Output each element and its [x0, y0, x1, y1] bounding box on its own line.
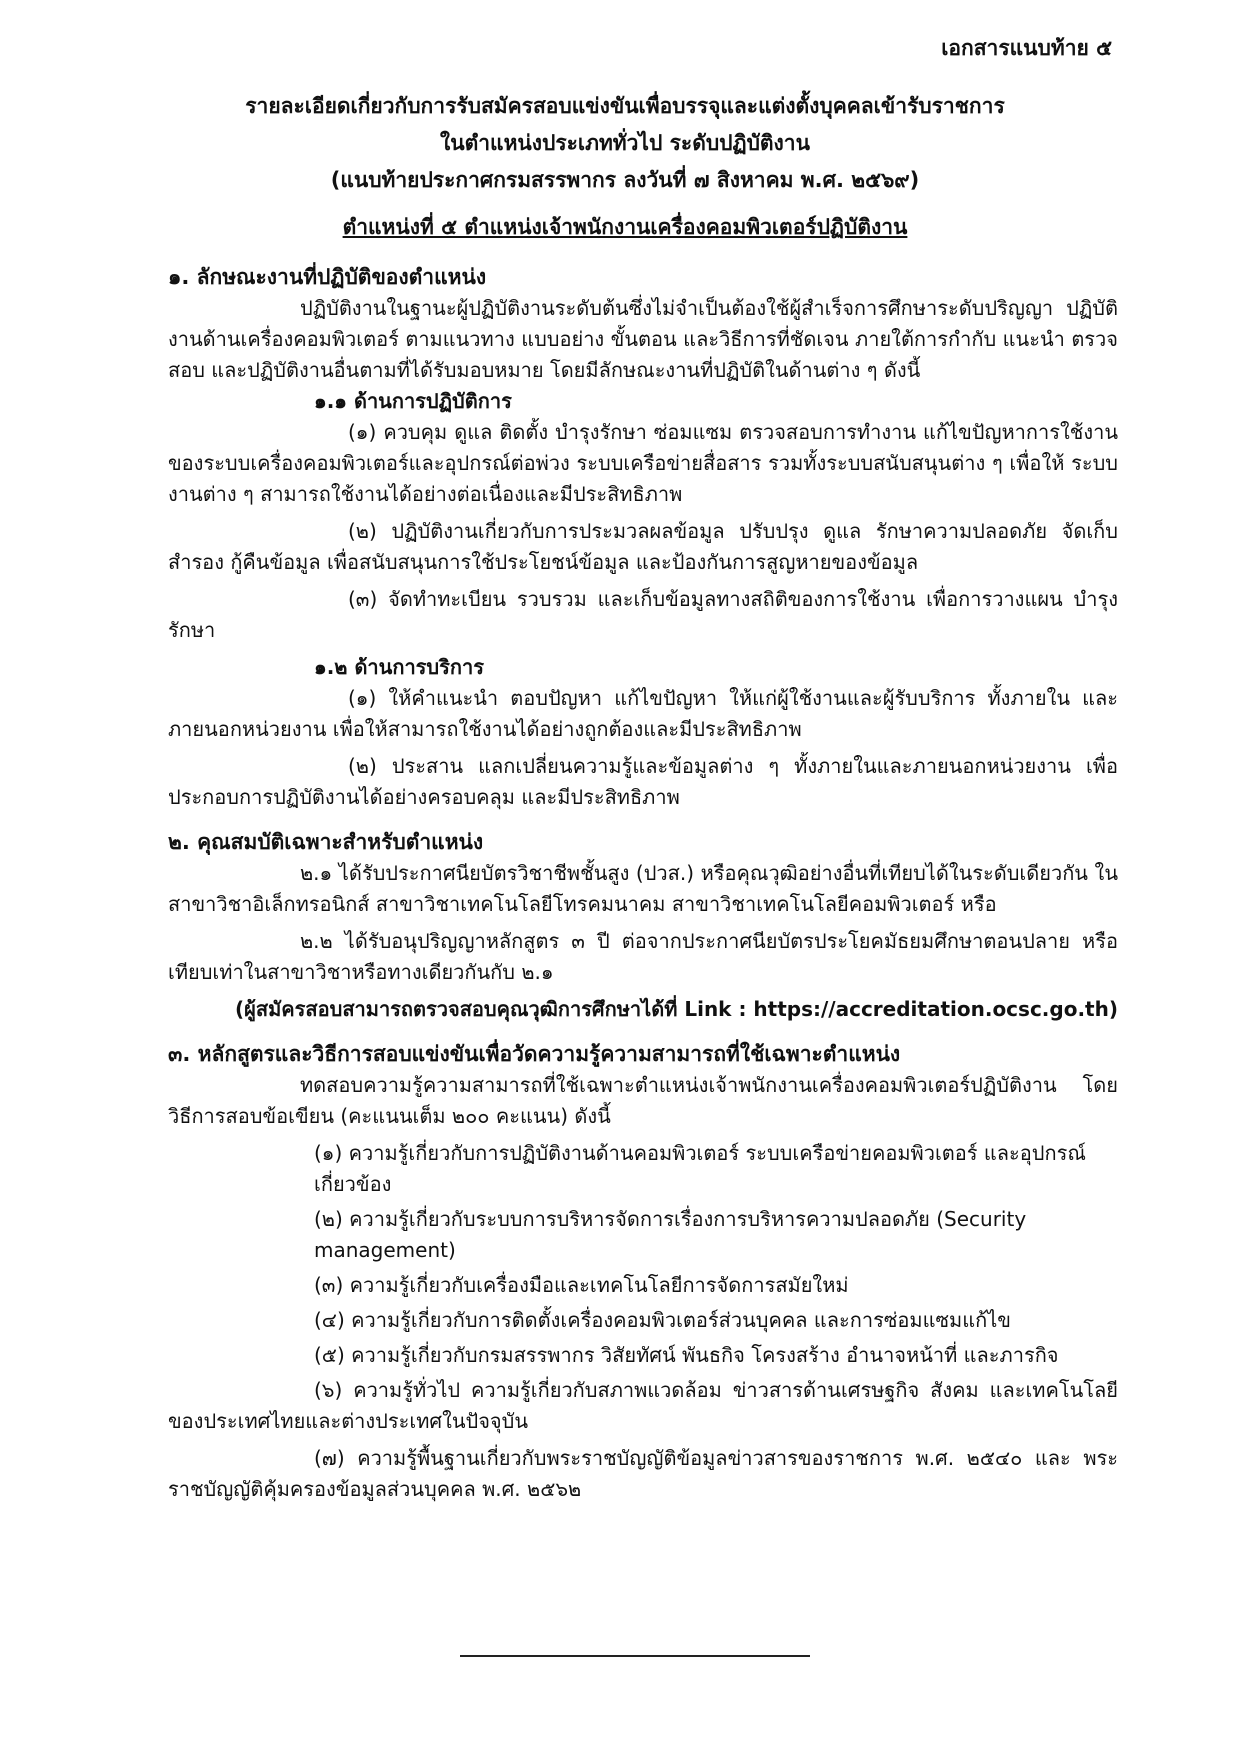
section-1-2-item-1: (๑) ให้คำแนะนำ ตอบปัญหา แก้ไขปัญหา ให้แก่ผู้ใช้งานและผู้รับบริการ ทั้งภายใน และภายนอกหน่วยงาน เพื่อให้สามารถใช้งานได้อย่างถูกต้องและมีประสิทธิภาพ	[168, 686, 1118, 741]
exam-topic-5: (๕) ความรู้เกี่ยวกับกรมสรรพากร วิสัยทัศน์ พันธกิจ โครงสร้าง อำนาจหน้าที่ และภารกิจ	[314, 1343, 1059, 1367]
exam-topic-3: (๓) ความรู้เกี่ยวกับเครื่องมือและเทคโนโลยีการจัดการสมัยใหม่	[314, 1273, 849, 1297]
section-1-1-item-2: (๒) ปฏิบัติงานเกี่ยวกับการประมวลผลข้อมูล ปรับปรุง ดูแล รักษาความปลอดภัย จัดเก็บ สำรอง กู้คืนข้อมูล เพื่อสนับสนุนการใช้ประโยชน์ข้อมูล และป้องกันการสูญหายของข้อมูล	[168, 519, 1118, 574]
exam-topic-1: (๑) ความรู้เกี่ยวกับการปฏิบัติงานด้านคอมพิวเตอร์ ระบบเครือข่ายคอมพิวเตอร์ และอุปกรณ์เกี่ยวข้อง	[314, 1141, 1086, 1196]
section-2-item-2: ๒.๒ ได้รับอนุปริญญาหลักสูตร ๓ ปี ต่อจากประกาศนียบัตรประโยคมัธยมศึกษาตอนปลาย หรือเทียบเท่าในสาขาวิชาหรือทางเดียวกันกับ ๒.๑	[168, 929, 1118, 984]
title-line-1: รายละเอียดเกี่ยวกับการรับสมัครสอบแข่งขันเพื่อบรรจุและแต่งตั้งบุคคลเข้ารับราชการ	[245, 94, 1005, 118]
position-title: ตำแหน่งที่ ๕ ตำแหน่งเจ้าพนักงานเครื่องคอมพิวเตอร์ปฏิบัติงาน	[342, 215, 908, 239]
exam-topic-6: (๖) ความรู้ทั่วไป ความรู้เกี่ยวกับสภาพแวดล้อม ข่าวสารด้านเศรษฐกิจ สังคม และเทคโนโลยี ของประเทศไทยและต่างประเทศในปัจจุบัน	[168, 1378, 1118, 1433]
section-1-2-heading: ๑.๒ ด้านการบริการ	[314, 655, 484, 679]
exam-topic-2: (๒) ความรู้เกี่ยวกับระบบการบริหารจัดการเรื่องการบริหารความปลอดภัย (Security management)	[314, 1207, 1027, 1262]
title-line-2: ในตำแหน่งประเภททั่วไป ระดับปฏิบัติงาน	[440, 131, 810, 155]
section-1-intro: ปฏิบัติงานในฐานะผู้ปฏิบัติงานระดับต้นซึ่งไม่จำเป็นต้องใช้ผู้สำเร็จการศึกษาระดับปริญญา ปฏิบัติงานด้านเครื่องคอมพิวเตอร์ ตามแนวทาง แบบอย่าง ขั้นตอน และวิธีการที่ชัดเจน ภายใต้การกำกับ แนะนำ ตรวจสอบ และปฏิบัติงานอื่นตามที่ได้รับมอบหมาย โดยมีลักษณะงานที่ปฏิบัติในด้านต่าง ๆ ดังนี้	[168, 296, 1118, 382]
section-3-intro: ทดสอบความรู้ความสามารถที่ใช้เฉพาะตำแหน่งเจ้าพนักงานเครื่องคอมพิวเตอร์ปฏิบัติงาน โดยวิธีการสอบข้อเขียน (คะแนนเต็ม ๒๐๐ คะแนน) ดังนี้	[168, 1073, 1118, 1128]
section-2-heading: ๒. คุณสมบัติเฉพาะสำหรับตำแหน่ง	[168, 830, 484, 854]
section-2-item-1: ๒.๑ ได้รับประกาศนียบัตรวิชาชีพชั้นสูง (ปวส.) หรือคุณวุฒิอย่างอื่นที่เทียบได้ในระดับเดียวกัน ในสาขาวิชาอิเล็กทรอนิกส์ สาขาวิชาเทคโนโลยีโทรคมนาคม สาขาวิชาเทคโนโลยีคอมพิวเตอร์ หรือ	[168, 861, 1118, 916]
document-title	[170, 88, 1080, 199]
document-body	[168, 262, 1118, 1505]
section-1-heading: ๑. ลักษณะงานที่ปฏิบัติของตำแหน่ง	[168, 265, 487, 289]
section-1-1-heading: ๑.๑ ด้านการปฏิบัติการ	[314, 389, 512, 413]
section-1-1-item-1: (๑) ควบคุม ดูแล ติดตั้ง บำรุงรักษา ซ่อมแซม ตรวจสอบการทำงาน แก้ไขปัญหาการใช้งาน ของระบบเครื่องคอมพิวเตอร์และอุปกรณ์ต่อพ่วง ระบบเครือข่ายสื่อสาร รวมทั้งระบบสนับสนุนต่าง ๆ เพื่อให้ ระบบงานต่าง ๆ สามารถใช้งานได้อย่างต่อเนื่องและมีประสิทธิภาพ	[168, 420, 1118, 506]
section-3-heading: ๓. หลักสูตรและวิธีการสอบแข่งขันเพื่อวัดความรู้ความสามารถที่ใช้เฉพาะตำแหน่ง	[168, 1042, 901, 1066]
exam-topic-4: (๔) ความรู้เกี่ยวกับการติดตั้งเครื่องคอมพิวเตอร์ส่วนบุคคล และการซ่อมแซมแก้ไข	[314, 1308, 1011, 1332]
title-line-3: (แนบท้ายประกาศกรมสรรพากร ลงวันที่ ๗ สิงหาคม พ.ศ. ๒๕๖๙)	[330, 168, 920, 192]
qualification-link-note: (ผู้สมัครสอบสามารถตรวจสอบคุณวุฒิการศึกษาได้ที่ Link : https://accreditation.ocsc.go.th)	[235, 997, 1118, 1021]
annex-label: เอกสารแนบท้าย ๕	[941, 36, 1112, 60]
section-1-1-item-3: (๓) จัดทำทะเบียน รวบรวม และเก็บข้อมูลทางสถิติของการใช้งาน เพื่อการวางแผน บำรุงรักษา	[168, 587, 1118, 642]
exam-topic-7: (๗) ความรู้พื้นฐานเกี่ยวกับพระราชบัญญัติข้อมูลข่าวสารของราชการ พ.ศ. ๒๕๔๐ และ พระราชบัญญัติคุ้มครองข้อมูลส่วนบุคคล พ.ศ. ๒๕๖๒	[168, 1446, 1118, 1501]
section-1-2-item-2: (๒) ประสาน แลกเปลี่ยนความรู้และข้อมูลต่าง ๆ ทั้งภายในและภายนอกหน่วยงาน เพื่อประกอบการปฏิบัติงานได้อย่างครอบคลุม และมีประสิทธิภาพ	[168, 754, 1118, 809]
footer-divider	[460, 1655, 810, 1657]
position-heading	[170, 212, 1080, 243]
